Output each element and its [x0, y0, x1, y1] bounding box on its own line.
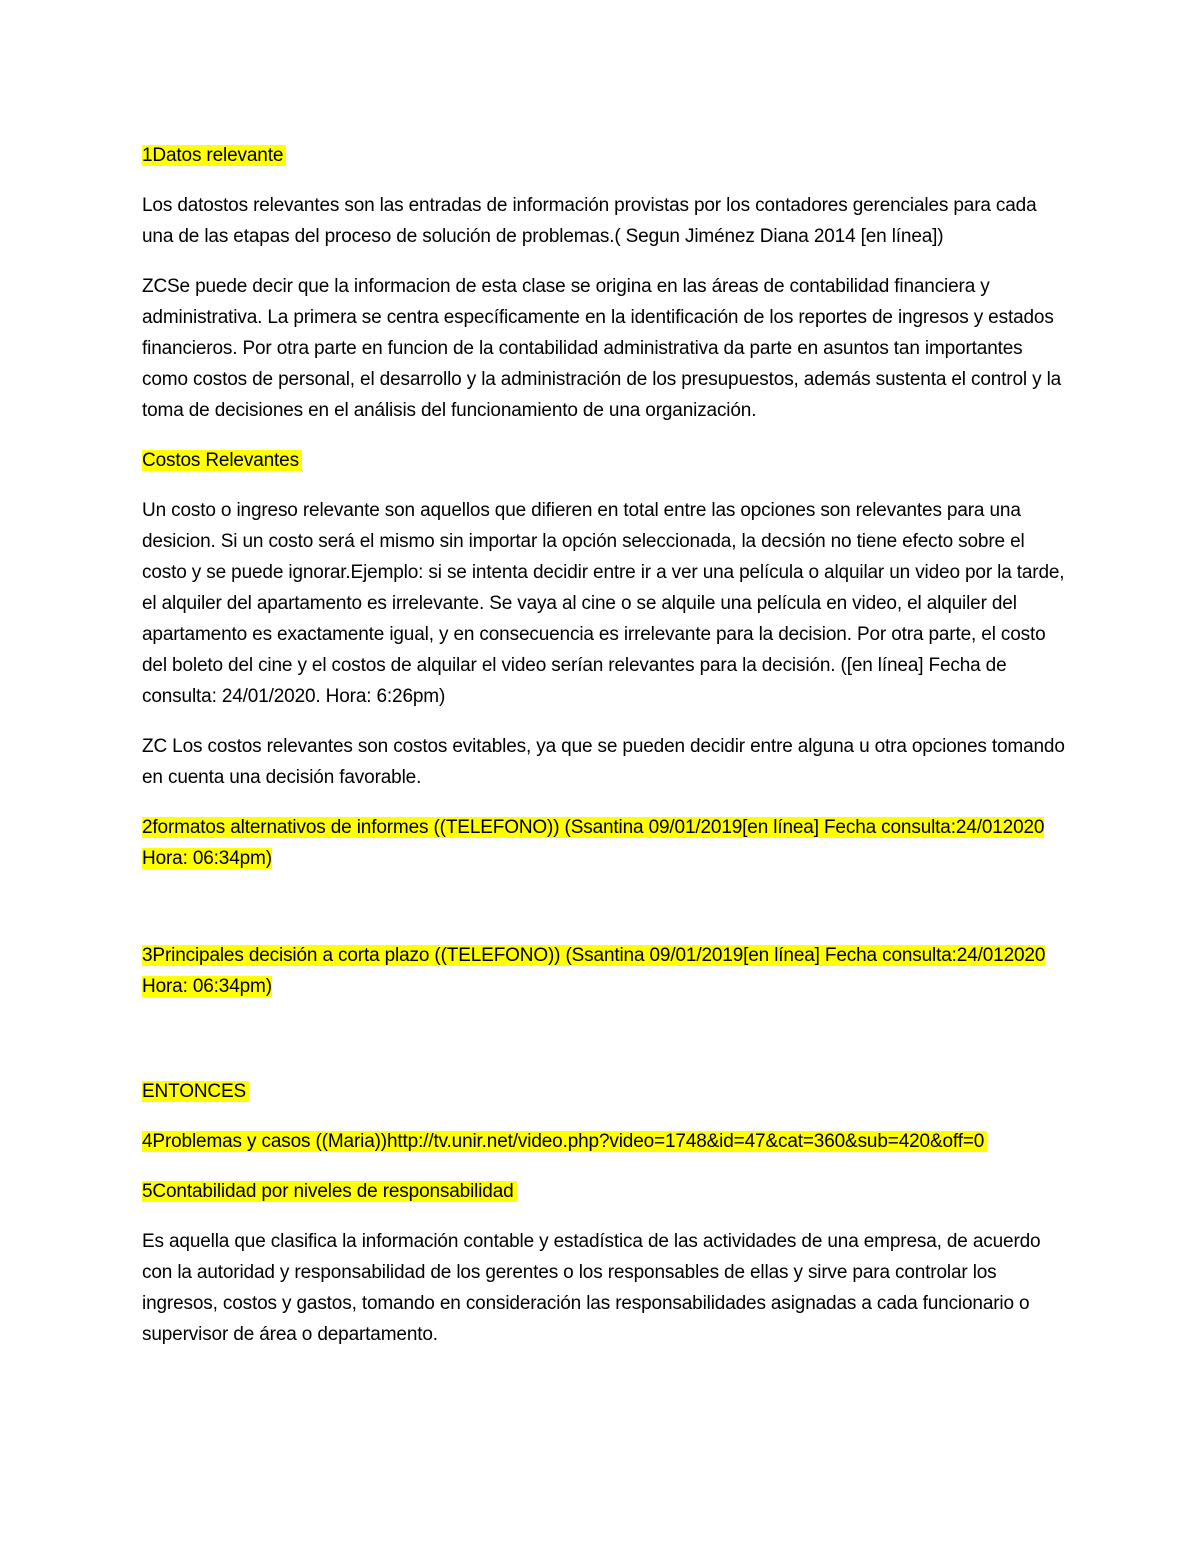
heading-contabilidad-responsabilidad-text: 5Contabilidad por niveles de responsabilidad — [142, 1181, 517, 1202]
item-formatos-alternativos — [142, 812, 1072, 874]
document-body — [142, 140, 1072, 1369]
item-principales-decision-text: 3Principales decisión a corta plazo ((TELEFONO)) (Ssantina 09/01/2019[en línea] Fecha consulta:24/012020 Hora: 06:34pm) — [142, 945, 1046, 997]
paragraph-costos-evitables: ZC Los costos relevantes son costos evitables, ya que se pueden decidir entre alguna u otra opciones tomando en cuenta una decisión favorable. — [142, 736, 1065, 788]
item-formatos-alternativos-text: 2formatos alternativos de informes ((TELEFONO)) (Ssantina 09/01/2019[en línea] Fecha consulta:24/012020 Hora: 06:34pm) — [142, 817, 1045, 869]
heading-entonces-text: ENTONCES — [142, 1081, 249, 1102]
blank-space — [142, 893, 1072, 940]
item-problemas-casos — [142, 1126, 1072, 1157]
paragraph-contabilidad-definition: Es aquella que clasifica la información contable y estadística de las actividades de una empresa, de acuerdo con la autoridad y responsabilidad de los gerentes o los responsables de ellas y sirve para controlar los ingresos, costos y gastos, tomando en consideración las responsabilidades asignadas a cada funcionario o supervisor de área o departamento. — [142, 1231, 1041, 1345]
paragraph-costos-definition: Un costo o ingreso relevante son aquellos que difieren en total entre las opciones son relevantes para una desicion. Si un costo será el mismo sin importar la opción seleccionada, la decsión no tiene efecto sobre el costo y se puede ignorar.Ejemplo: si se intenta decidir entre ir a ver una película o alquilar un video por la tarde, el alquiler del apartamento es irrelevante. Se vaya al cine o se alquile una película en video, el alquiler del apartamento es exactamente igual, y en consecuencia es irrelevante para la decision. Por otra parte, el costo del boleto del cine y el costos de alquilar el video serían relevantes para la decisión. ([en línea] Fecha de consulta: 24/01/2020. Hora: 6:26pm) — [142, 500, 1065, 707]
heading-datos-relevante — [142, 140, 1072, 171]
heading-costos-relevantes — [142, 445, 1072, 476]
heading-costos-relevantes-text: Costos Relevantes — [142, 450, 302, 471]
item-principales-decision — [142, 940, 1072, 1002]
heading-datos-relevante-text: 1Datos relevante — [142, 145, 286, 166]
paragraph-datos-origin: ZCSe puede decir que la informacion de esta clase se origina en las áreas de contabilidad financiera y administrativa. La primera se centra específicamente en la identificación de los reportes de ingresos y estados financieros. Por otra parte en funcion de la contabilidad administrativa da parte en asuntos tan importantes como costos de personal, el desarrollo y la administración de los presupuestos, además sustenta el control y la toma de decisiones en el análisis del funcionamiento de una organización. — [142, 276, 1062, 421]
heading-contabilidad-responsabilidad — [142, 1176, 1072, 1207]
item-problemas-casos-text: 4Problemas y casos ((Maria))http://tv.unir.net/video.php?video=1748&id=47&cat=360&sub=420&off=0 — [142, 1131, 987, 1152]
heading-entonces — [142, 1076, 1072, 1107]
paragraph-datos-definition: Los datostos relevantes son las entradas de información provistas por los contadores gerenciales para cada una de las etapas del proceso de solución de problemas.( Segun Jiménez Diana 2014 [en línea]) — [142, 195, 1037, 247]
blank-space — [142, 1021, 1072, 1076]
